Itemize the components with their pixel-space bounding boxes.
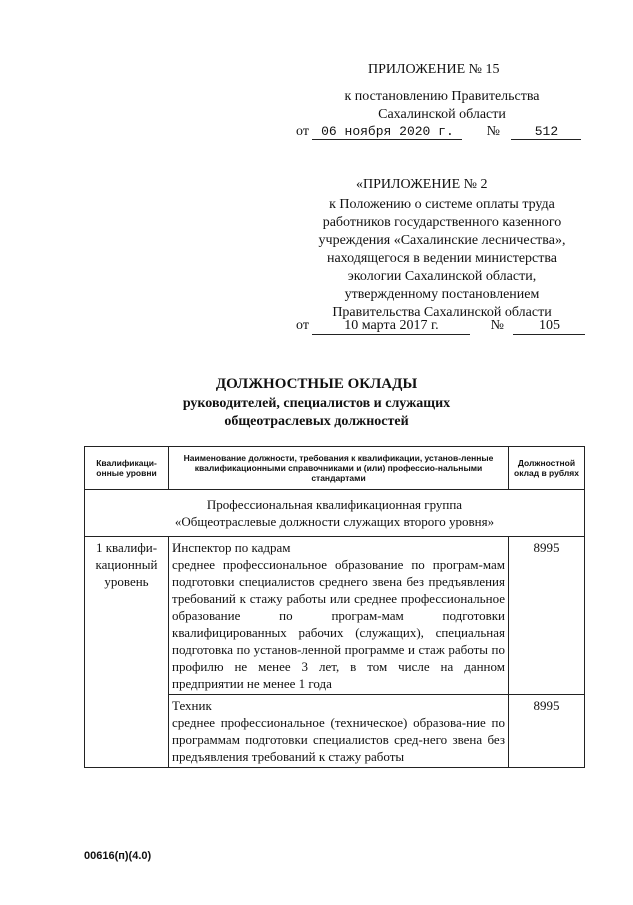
- group-row: [85, 490, 585, 537]
- appendix-2-date-row: [296, 318, 585, 335]
- salary-cell: 8995: [509, 695, 585, 768]
- level-cell: 1 квалифи-кационный уровень: [85, 537, 169, 768]
- appendix-2-line: утвержденному постановлением: [344, 287, 540, 302]
- appendix-2-line: экологии Сахалинской области,: [347, 269, 537, 284]
- position-title: Техник: [172, 698, 212, 713]
- group-line1: Профессиональная квалификационная группа: [206, 497, 463, 512]
- salary-cell: 8995: [509, 537, 585, 695]
- table-header-row: [85, 447, 585, 490]
- heading-line2: руководителей, специалистов и служащих: [182, 396, 451, 411]
- appendix-2-line: находящегося в ведении министерства: [326, 251, 558, 266]
- appendix-2-number: 105: [513, 318, 585, 335]
- document-code: 00616(п)(4.0): [84, 850, 152, 862]
- appendix-15-date-row: [296, 124, 581, 140]
- header-salary: Должностной оклад в рублях: [509, 447, 585, 490]
- position-cell: [169, 695, 509, 768]
- appendix-15-line2: Сахалинской области: [378, 107, 506, 122]
- header-position-requirements: Наименование должности, требования к квалификации, установ-ленные квалификационными справочниками и (или) профессио-нальными стандартами: [169, 447, 509, 490]
- appendix-2-num-label: №: [490, 318, 504, 333]
- appendix-15-from-label: от: [296, 124, 309, 139]
- group-cell: [85, 490, 585, 537]
- position-cell: [169, 537, 509, 695]
- appendix-2-line: Правительства Сахалинской области: [332, 305, 552, 320]
- appendix-15-number: 512: [511, 124, 581, 140]
- group-line2: «Общеотраслевые должности служащих второго уровня»: [174, 514, 495, 529]
- header-qualification-levels: Квалификаци-онные уровни: [85, 447, 169, 490]
- appendix-2-line: работников государственного казенного: [322, 215, 562, 230]
- appendix-15-subtitle: [292, 88, 592, 124]
- position-requirements: среднее профессиональное образование по програм-мам подготовки специалистов среднего звена без предъявления требований к стажу работы или среднее профессиональное образование по програм-мам подготовки квалифицированных рабочих (служащих), специальная подготовка по установ-ленной программе и стаж работы по профилю не менее 3 лет, в том числе на данном предприятии не менее 1 года: [172, 557, 505, 691]
- heading-line3: общеотраслевых должностей: [224, 414, 409, 429]
- appendix-2-title: «ПРИЛОЖЕНИЕ № 2: [356, 177, 488, 192]
- appendix-2-date: 10 марта 2017 г.: [312, 318, 470, 335]
- appendix-2-line: учреждения «Сахалинские лесничества»,: [318, 233, 566, 248]
- appendix-15-line1: к постановлению Правительства: [344, 89, 540, 104]
- table-row: [85, 537, 585, 695]
- appendix-2-text: [292, 196, 592, 322]
- appendix-2-from-label: от: [296, 318, 309, 333]
- heading-line1: ДОЛЖНОСТНЫЕ ОКЛАДЫ: [215, 376, 418, 392]
- appendix-2-line: к Положению о системе оплаты труда: [329, 197, 555, 212]
- appendix-15-date: 06 ноября 2020 г.: [312, 124, 462, 140]
- appendix-15-num-label: №: [486, 124, 500, 139]
- appendix-15-title: ПРИЛОЖЕНИЕ № 15: [368, 62, 500, 77]
- position-requirements: среднее профессиональное (техническое) образова-ние по программам подготовки специалистов сред-него звена без предъявления требований к стажу работы: [172, 715, 505, 764]
- salary-table: [84, 446, 585, 768]
- position-title: Инспектор по кадрам: [172, 540, 291, 555]
